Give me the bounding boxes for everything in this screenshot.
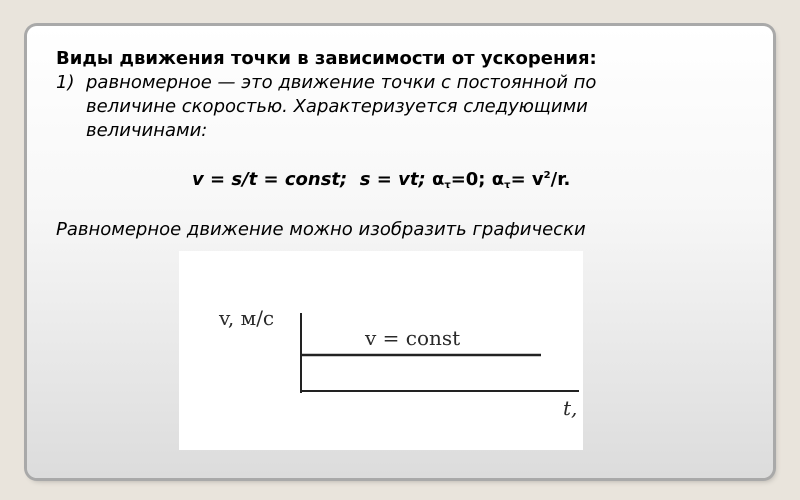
list-item-line-3: величинами: <box>86 120 208 141</box>
graph-caption: Равномерное движение можно изобразить графически <box>56 219 586 240</box>
velocity-graph <box>179 251 583 450</box>
formula-normal-accel: $\alpha_\tau= v^2/r$. <box>491 169 571 191</box>
list-item-line-1: равномерное — это движение точки с постоянной по <box>86 72 597 93</box>
formula-line <box>192 169 570 191</box>
x-axis-label: t, <box>563 396 578 420</box>
slide-heading: Виды движения точки в зависимости от ускорения: <box>56 48 597 69</box>
formula-velocity: v = s/t = const; <box>192 169 348 190</box>
list-item-line-2: величине скоростью. Характеризуется следующими <box>86 96 588 117</box>
constant-velocity-label: v = const <box>365 326 461 350</box>
y-axis-label: v, м/с <box>219 306 275 330</box>
list-item-number: 1) <box>56 72 75 93</box>
formula-distance: s = vt; <box>359 169 426 190</box>
formula-tangential-accel: $\alpha_\tau=0$; <box>431 169 486 191</box>
